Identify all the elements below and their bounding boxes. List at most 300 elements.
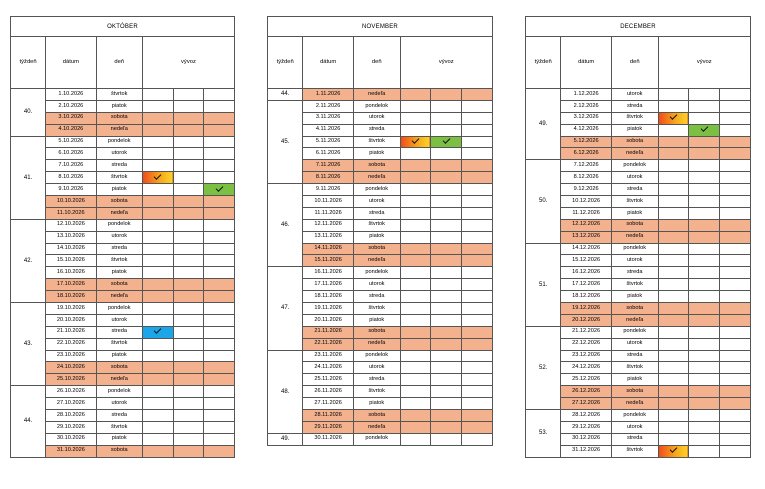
date-cell: 14.10.2026: [46, 243, 96, 255]
date-cell: 11.11.2026: [303, 207, 354, 219]
month-title: DECEMBER: [526, 17, 751, 37]
export-cell: [720, 231, 751, 243]
export-cell: [142, 421, 173, 433]
day-cell: utorok: [611, 172, 658, 184]
col-header-date: dátum: [46, 37, 96, 89]
export-cell: [400, 410, 431, 422]
export-cell: [142, 231, 173, 243]
export-cell: [400, 255, 431, 267]
export-cell: [173, 386, 204, 398]
export-cell: [720, 386, 751, 398]
date-cell: 11.12.2026: [561, 207, 612, 219]
date-cell: 16.11.2026: [303, 267, 354, 279]
day-cell: nedeľa: [96, 124, 142, 136]
export-cell: [658, 374, 689, 386]
checkmark-icon: [215, 184, 223, 192]
day-cell: utorok: [96, 314, 142, 326]
export-cell: [658, 172, 689, 184]
export-cell: [462, 386, 493, 398]
day-cell: utorok: [353, 112, 400, 124]
table-row: [11, 89, 235, 101]
export-cell: [689, 231, 720, 243]
export-cell: [173, 350, 204, 362]
day-cell: štvrtok: [96, 89, 142, 101]
date-cell: 24.10.2026: [46, 362, 96, 374]
date-cell: 3.12.2026: [561, 112, 612, 124]
date-cell: 27.12.2026: [561, 398, 612, 410]
export-cell: [689, 314, 720, 326]
export-cell: [720, 219, 751, 231]
date-cell: 26.12.2026: [561, 386, 612, 398]
export-cell: [204, 314, 235, 326]
export-cell: [204, 196, 235, 208]
export-cell: [658, 124, 689, 136]
export-cell: [400, 374, 431, 386]
export-cell: [142, 89, 173, 101]
export-cell: [173, 267, 204, 279]
export-cell: [173, 326, 204, 338]
export-cell: [204, 433, 235, 445]
export-cell: [720, 243, 751, 255]
export-cell: [431, 338, 462, 350]
day-cell: nedeľa: [96, 374, 142, 386]
day-cell: piatok: [611, 207, 658, 219]
day-cell: štvrtok: [611, 362, 658, 374]
table-row: [268, 433, 493, 445]
export-cell: [720, 433, 751, 445]
export-cell: [204, 362, 235, 374]
export-cell: [462, 207, 493, 219]
day-cell: sobota: [353, 160, 400, 172]
export-cell: [720, 314, 751, 326]
export-cell: [720, 112, 751, 124]
export-cell: [142, 279, 173, 291]
export-cell: [204, 100, 235, 112]
day-cell: streda: [353, 124, 400, 136]
export-cell: [462, 160, 493, 172]
day-cell: streda: [353, 374, 400, 386]
date-cell: 22.10.2026: [46, 338, 96, 350]
col-header-week: týždeň: [526, 37, 561, 89]
date-cell: 12.12.2026: [561, 219, 612, 231]
table-row: [268, 184, 493, 196]
date-cell: 6.11.2026: [303, 148, 354, 160]
export-cell: [142, 362, 173, 374]
export-cell: [173, 172, 204, 184]
export-cell: [720, 445, 751, 457]
export-cell: [400, 421, 431, 433]
day-cell: pondelok: [611, 410, 658, 422]
col-header-export: vývoz: [400, 37, 493, 89]
export-cell: [658, 338, 689, 350]
week-number: 47.: [268, 267, 303, 350]
week-number: 49.: [268, 433, 303, 445]
date-cell: 24.11.2026: [303, 362, 354, 374]
export-cell: [204, 421, 235, 433]
date-cell: 18.11.2026: [303, 291, 354, 303]
export-cell: [400, 160, 431, 172]
export-cell: [462, 112, 493, 124]
export-cell: [658, 89, 689, 101]
export-cell: [400, 314, 431, 326]
export-cell: [658, 267, 689, 279]
date-cell: 12.11.2026: [303, 219, 354, 231]
week-number: 45.: [268, 100, 303, 183]
week-number: 41.: [11, 136, 46, 219]
export-cell: [462, 314, 493, 326]
export-cell: [204, 338, 235, 350]
export-cell: [173, 184, 204, 196]
export-cell: [658, 445, 689, 457]
day-cell: sobota: [611, 303, 658, 315]
day-cell: štvrtok: [611, 196, 658, 208]
date-cell: 1.12.2026: [561, 89, 612, 101]
export-cell: [400, 362, 431, 374]
date-cell: 28.11.2026: [303, 410, 354, 422]
date-cell: 2.10.2026: [46, 100, 96, 112]
day-cell: nedeľa: [611, 398, 658, 410]
date-cell: 25.11.2026: [303, 374, 354, 386]
export-cell: [658, 207, 689, 219]
export-cell: [462, 231, 493, 243]
export-cell: [431, 219, 462, 231]
export-cell: [658, 100, 689, 112]
day-cell: streda: [611, 433, 658, 445]
date-cell: 25.12.2026: [561, 374, 612, 386]
day-cell: pondelok: [353, 184, 400, 196]
day-cell: štvrtok: [353, 219, 400, 231]
export-cell: [658, 136, 689, 148]
export-cell: [173, 243, 204, 255]
table-row: [526, 160, 751, 172]
export-cell: [400, 433, 431, 445]
week-number: 40.: [11, 89, 46, 137]
day-cell: štvrtok: [96, 255, 142, 267]
day-cell: sobota: [96, 362, 142, 374]
checkmark-icon: [442, 136, 450, 144]
date-cell: 10.10.2026: [46, 196, 96, 208]
export-cell: [431, 160, 462, 172]
day-cell: nedeľa: [353, 89, 400, 101]
col-header-week: týždeň: [11, 37, 46, 89]
export-cell: [142, 255, 173, 267]
export-cell: [689, 112, 720, 124]
day-cell: nedeľa: [353, 172, 400, 184]
checkmark-icon: [670, 445, 678, 453]
export-cell: [720, 374, 751, 386]
date-cell: 17.12.2026: [561, 279, 612, 291]
export-cell: [689, 148, 720, 160]
export-cell: [204, 326, 235, 338]
day-cell: piatok: [96, 433, 142, 445]
date-cell: 11.10.2026: [46, 207, 96, 219]
export-cell: [689, 255, 720, 267]
export-cell: [142, 326, 173, 338]
date-cell: 23.10.2026: [46, 350, 96, 362]
export-cell: [689, 398, 720, 410]
table-row: [11, 219, 235, 231]
day-cell: sobota: [353, 326, 400, 338]
export-cell: [658, 184, 689, 196]
date-cell: 29.12.2026: [561, 421, 612, 433]
export-cell: [720, 136, 751, 148]
checkmark-icon: [154, 172, 162, 180]
export-cell: [204, 124, 235, 136]
col-header-day: deň: [353, 37, 400, 89]
export-cell: [431, 231, 462, 243]
export-cell: [142, 243, 173, 255]
day-cell: pondelok: [353, 267, 400, 279]
export-cell: [204, 410, 235, 422]
date-cell: 31.12.2026: [561, 445, 612, 457]
export-cell: [400, 112, 431, 124]
export-cell: [720, 148, 751, 160]
export-cell: [204, 386, 235, 398]
date-cell: 5.10.2026: [46, 136, 96, 148]
date-cell: 8.10.2026: [46, 172, 96, 184]
day-cell: pondelok: [96, 303, 142, 315]
date-cell: 28.12.2026: [561, 410, 612, 422]
day-cell: sobota: [96, 196, 142, 208]
export-cell: [689, 362, 720, 374]
table-row: [526, 410, 751, 422]
export-cell: [462, 433, 493, 445]
day-cell: sobota: [353, 410, 400, 422]
table-row: [268, 350, 493, 362]
export-cell: [431, 362, 462, 374]
date-cell: 4.12.2026: [561, 124, 612, 136]
day-cell: streda: [611, 350, 658, 362]
day-cell: nedeľa: [611, 314, 658, 326]
export-cell: [173, 219, 204, 231]
week-number: 52.: [526, 326, 561, 409]
col-header-export: vývoz: [658, 37, 751, 89]
export-cell: [400, 207, 431, 219]
export-cell: [142, 291, 173, 303]
table-row: [526, 326, 751, 338]
date-cell: 6.12.2026: [561, 148, 612, 160]
date-cell: 19.11.2026: [303, 303, 354, 315]
table-row: [268, 267, 493, 279]
day-cell: nedeľa: [611, 148, 658, 160]
date-cell: 20.12.2026: [561, 314, 612, 326]
export-cell: [720, 100, 751, 112]
export-cell: [431, 279, 462, 291]
export-cell: [173, 231, 204, 243]
export-cell: [720, 338, 751, 350]
day-cell: piatok: [96, 184, 142, 196]
export-cell: [173, 445, 204, 457]
day-cell: piatok: [353, 231, 400, 243]
date-cell: 15.11.2026: [303, 255, 354, 267]
date-cell: 22.11.2026: [303, 338, 354, 350]
day-cell: piatok: [353, 398, 400, 410]
col-header-date: dátum: [561, 37, 612, 89]
export-cell: [720, 255, 751, 267]
month-title: OKTÓBER: [11, 17, 235, 37]
date-cell: 7.12.2026: [561, 160, 612, 172]
day-cell: piatok: [96, 100, 142, 112]
export-cell: [462, 124, 493, 136]
export-cell: [142, 303, 173, 315]
export-cell: [431, 100, 462, 112]
export-cell: [173, 279, 204, 291]
export-cell: [142, 148, 173, 160]
export-cell: [689, 124, 720, 136]
export-cell: [689, 303, 720, 315]
export-cell: [204, 243, 235, 255]
col-header-date: dátum: [303, 37, 354, 89]
checkmark-icon: [412, 136, 420, 144]
export-cell: [400, 398, 431, 410]
day-cell: streda: [96, 160, 142, 172]
day-cell: sobota: [353, 243, 400, 255]
day-cell: streda: [96, 410, 142, 422]
date-cell: 21.10.2026: [46, 326, 96, 338]
export-cell: [142, 338, 173, 350]
export-cell: [142, 267, 173, 279]
export-cell: [658, 421, 689, 433]
export-cell: [204, 136, 235, 148]
day-cell: streda: [96, 326, 142, 338]
week-number: 42.: [11, 219, 46, 302]
day-cell: štvrtok: [611, 112, 658, 124]
export-cell: [689, 160, 720, 172]
day-cell: štvrtok: [353, 303, 400, 315]
export-cell: [431, 350, 462, 362]
date-cell: 19.12.2026: [561, 303, 612, 315]
export-cell: [689, 184, 720, 196]
day-cell: pondelok: [353, 350, 400, 362]
date-cell: 27.11.2026: [303, 398, 354, 410]
day-cell: nedeľa: [96, 207, 142, 219]
date-cell: 18.10.2026: [46, 291, 96, 303]
export-cell: [400, 303, 431, 315]
calendar-october: [10, 16, 235, 458]
day-cell: nedeľa: [353, 421, 400, 433]
day-cell: utorok: [611, 338, 658, 350]
day-cell: pondelok: [96, 219, 142, 231]
export-cell: [173, 207, 204, 219]
date-cell: 8.12.2026: [561, 172, 612, 184]
export-cell: [462, 219, 493, 231]
export-cell: [431, 267, 462, 279]
export-cell: [204, 112, 235, 124]
week-number: 46.: [268, 184, 303, 267]
day-cell: sobota: [96, 112, 142, 124]
date-cell: 26.10.2026: [46, 386, 96, 398]
table-row: [268, 89, 493, 101]
date-cell: 23.12.2026: [561, 350, 612, 362]
export-cell: [462, 243, 493, 255]
date-cell: 16.12.2026: [561, 267, 612, 279]
export-cell: [142, 219, 173, 231]
export-cell: [658, 326, 689, 338]
export-cell: [400, 243, 431, 255]
export-cell: [462, 172, 493, 184]
date-cell: 30.10.2026: [46, 433, 96, 445]
export-cell: [142, 374, 173, 386]
day-cell: nedeľa: [353, 255, 400, 267]
date-cell: 9.11.2026: [303, 184, 354, 196]
date-cell: 3.10.2026: [46, 112, 96, 124]
date-cell: 24.12.2026: [561, 362, 612, 374]
export-cell: [431, 172, 462, 184]
day-cell: pondelok: [353, 100, 400, 112]
day-cell: piatok: [96, 267, 142, 279]
export-cell: [658, 279, 689, 291]
week-number: 44.: [268, 89, 303, 101]
export-cell: [720, 124, 751, 136]
day-cell: streda: [611, 267, 658, 279]
day-cell: štvrtok: [353, 386, 400, 398]
col-header-day: deň: [96, 37, 142, 89]
export-cell: [658, 350, 689, 362]
export-cell: [658, 398, 689, 410]
date-cell: 17.11.2026: [303, 279, 354, 291]
export-cell: [720, 267, 751, 279]
export-cell: [400, 148, 431, 160]
export-cell: [720, 303, 751, 315]
export-cell: [720, 350, 751, 362]
export-cell: [173, 136, 204, 148]
export-cell: [400, 124, 431, 136]
export-cell: [142, 100, 173, 112]
export-cell: [400, 89, 431, 101]
export-cell: [431, 255, 462, 267]
export-cell: [173, 410, 204, 422]
export-cell: [173, 160, 204, 172]
export-cell: [142, 386, 173, 398]
export-cell: [431, 386, 462, 398]
date-cell: 29.10.2026: [46, 421, 96, 433]
export-cell: [431, 291, 462, 303]
export-cell: [204, 219, 235, 231]
day-cell: pondelok: [96, 136, 142, 148]
table-row: [526, 89, 751, 101]
export-cell: [689, 172, 720, 184]
date-cell: 14.11.2026: [303, 243, 354, 255]
export-cell: [142, 196, 173, 208]
export-cell: [431, 136, 462, 148]
export-cell: [173, 314, 204, 326]
export-cell: [400, 172, 431, 184]
export-cell: [462, 374, 493, 386]
export-cell: [173, 196, 204, 208]
export-cell: [204, 291, 235, 303]
date-cell: 23.11.2026: [303, 350, 354, 362]
day-cell: pondelok: [96, 386, 142, 398]
export-cell: [142, 184, 173, 196]
day-cell: štvrtok: [96, 421, 142, 433]
export-cell: [400, 326, 431, 338]
export-cell: [400, 338, 431, 350]
export-cell: [173, 303, 204, 315]
export-cell: [400, 136, 431, 148]
date-cell: 10.12.2026: [561, 196, 612, 208]
week-number: 43.: [11, 303, 46, 386]
date-cell: 26.11.2026: [303, 386, 354, 398]
export-cell: [204, 445, 235, 457]
export-cell: [658, 433, 689, 445]
export-cell: [431, 374, 462, 386]
week-number: 53.: [526, 410, 561, 458]
export-cell: [462, 303, 493, 315]
export-cell: [462, 267, 493, 279]
export-cell: [431, 243, 462, 255]
date-cell: 5.12.2026: [561, 136, 612, 148]
col-header-week: týždeň: [268, 37, 303, 89]
